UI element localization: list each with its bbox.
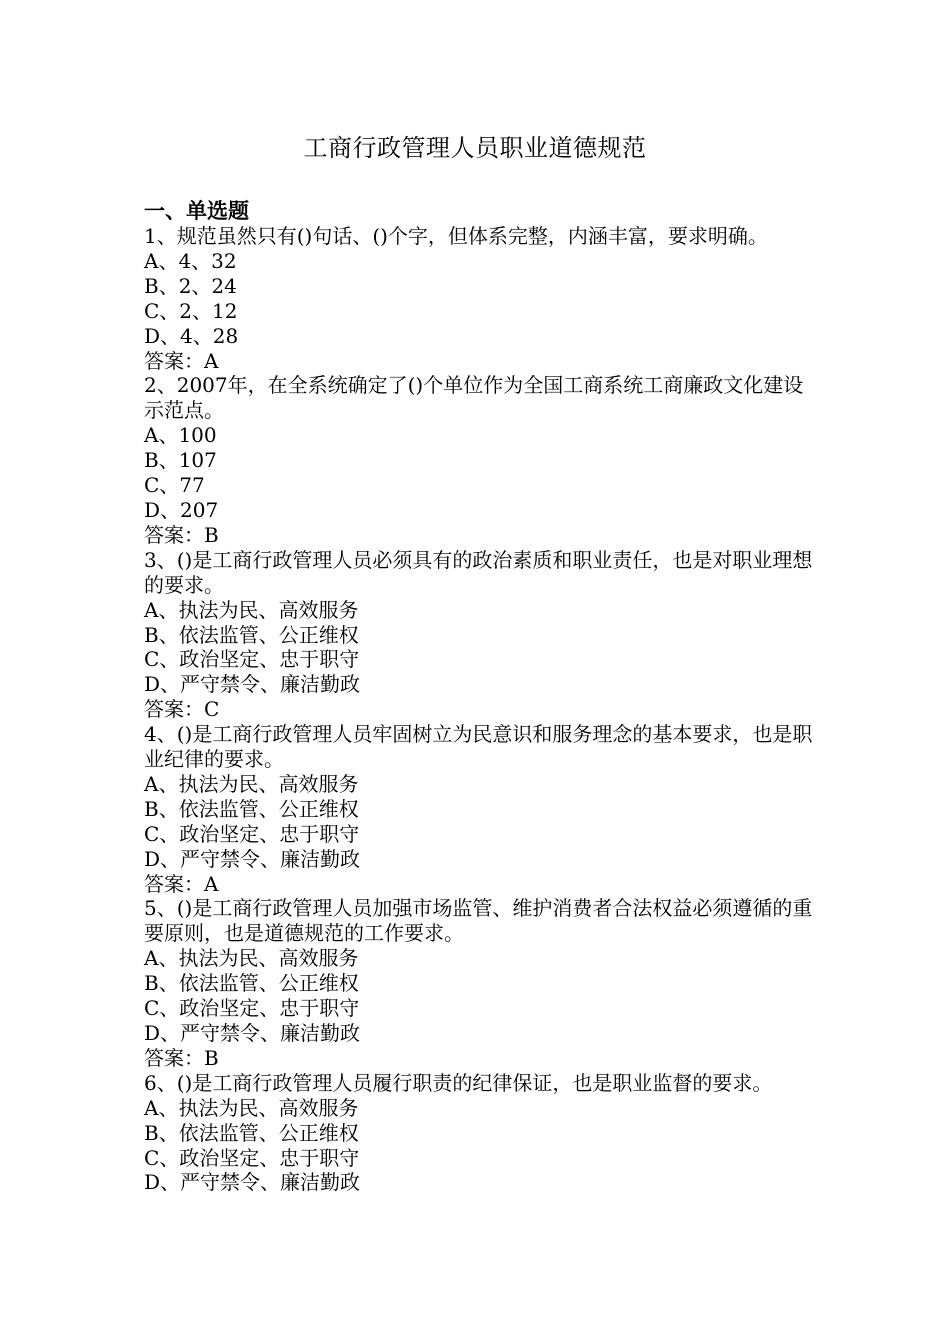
answer-line: 答案：A [144, 871, 219, 896]
option-a: A、执法为民、高效服务 [144, 597, 359, 622]
option-c: C、政治坚定、忠于职守 [144, 821, 360, 846]
question-2 [144, 373, 816, 547]
document-title: 工商行政管理人员职业道德规范 [303, 134, 647, 162]
option-d: D、严守禁令、廉洁勤政 [144, 1021, 361, 1045]
question-stem: 3、()是工商行政管理人员必须具有的政治素质和职业责任，也是对职业理想的要求。 [144, 547, 813, 597]
question-6 [144, 1071, 816, 1196]
option-d: D、严守禁令、廉洁勤政 [144, 1170, 361, 1195]
document-body [144, 197, 816, 1195]
question-stem: 6、()是工商行政管理人员履行职责的纪律保证，也是职业监督的要求。 [144, 1070, 773, 1095]
question-3 [144, 548, 816, 722]
question-stem: 4、()是工商行政管理人员牢固树立为民意识和服务理念的基本要求，也是职业纪律的要求。 [144, 722, 813, 772]
option-c: C、政治坚定、忠于职守 [144, 647, 360, 672]
option-b: B、依法监管、公正维权 [144, 971, 359, 996]
question-stem: 1、规范虽然只有()句话、()个字，但体系完整，内涵丰富，要求明确。 [144, 224, 768, 248]
option-d: D、4、28 [144, 323, 239, 348]
answer-line: 答案：B [144, 522, 219, 547]
option-d: D、207 [144, 497, 219, 522]
option-c: C、政治坚定、忠于职守 [144, 996, 360, 1021]
option-c: C、2、12 [144, 298, 238, 323]
question-1 [144, 224, 816, 373]
option-a: A、执法为民、高效服务 [144, 1095, 359, 1120]
answer-line: 答案：A [144, 348, 219, 373]
option-a: A、100 [144, 423, 217, 448]
option-a: A、执法为民、高效服务 [144, 771, 359, 796]
option-b: B、2、24 [144, 273, 237, 298]
option-c: C、政治坚定、忠于职守 [144, 1145, 360, 1170]
option-c: C、77 [144, 473, 205, 498]
question-stem: 5、()是工商行政管理人员加强市场监管、维护消费者合法权益必须遵循的重要原则，也是道德规范的工作要求。 [144, 896, 813, 946]
option-b: B、107 [144, 448, 217, 473]
answer-line: 答案：B [144, 1045, 219, 1070]
option-b: B、依法监管、公正维权 [144, 796, 359, 821]
option-d: D、严守禁令、廉洁勤政 [144, 672, 361, 697]
question-stem: 2、2007年，在全系统确定了()个单位作为全国工商系统工商廉政文化建设示范点。 [144, 373, 804, 423]
answer-line: 答案：C [144, 697, 220, 722]
option-d: D、严守禁令、廉洁勤政 [144, 846, 361, 871]
question-5 [144, 896, 816, 1070]
option-b: B、依法监管、公正维权 [144, 622, 359, 647]
option-a: A、执法为民、高效服务 [144, 946, 359, 971]
section-heading: 一、单选题 [144, 198, 249, 223]
option-a: A、4、32 [144, 248, 237, 273]
question-4 [144, 722, 816, 896]
option-b: B、依法监管、公正维权 [144, 1120, 359, 1145]
